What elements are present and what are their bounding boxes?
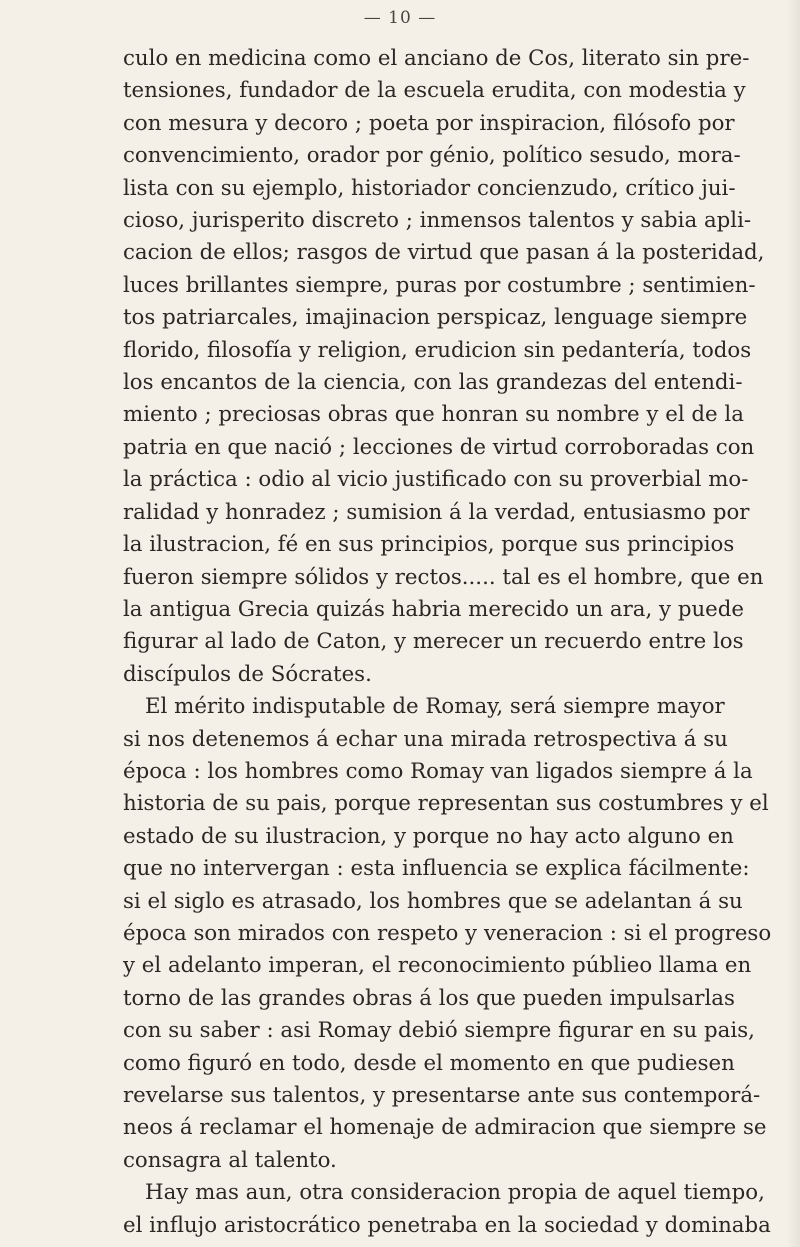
page-edge-shadow xyxy=(786,0,800,1247)
text-line: con su saber : asi Romay debió siempre figurar en su pais, xyxy=(123,1018,755,1044)
text-line: convencimiento, orador por génio, político sesudo, mora- xyxy=(123,143,741,169)
text-line: cioso, jurisperito discreto ; inmensos talentos y sabia apli- xyxy=(123,208,752,234)
text-line: la ilustracion, fé en sus principios, porque sus principios xyxy=(123,532,735,558)
text-line: patria en que nació ; lecciones de virtud corroboradas con xyxy=(123,434,755,460)
text-line: consagra al talento. xyxy=(123,1147,337,1173)
text-line: y el adelanto imperan, el reconocimiento públieo llama en xyxy=(123,953,752,979)
text-line: revelarse sus talentos, y presentarse ante sus contemporá- xyxy=(123,1083,761,1108)
text-line: figurar al lado de Caton, y merecer un recuerdo entre los xyxy=(123,629,744,655)
page-number: — 10 — xyxy=(363,8,437,28)
text-line: historia de su pais, porque representan sus costumbres y el xyxy=(123,791,769,817)
text-line: florido, filosofía y religion, erudicion sin pedantería, todos xyxy=(123,337,752,363)
text-line: cacion de ellos; rasgos de virtud que pasan á la posteridad, xyxy=(123,240,765,266)
text-line: luces brillantes siempre, puras por costumbre ; sentimien- xyxy=(123,272,756,298)
text-line: ralidad y honradez ; sumision á la verdad, entusiasmo por xyxy=(123,499,750,525)
text-line: miento ; preciosas obras que honran su nombre y el de la xyxy=(123,402,744,428)
text-line: torno de las grandes obras á los que pueden impulsarlas xyxy=(123,985,735,1011)
text-line: la práctica : odio al vicio justificado con su proverbial mo- xyxy=(123,467,749,493)
text-line: estado de su ilustracion, y porque no hay acto alguno en xyxy=(123,823,734,849)
text-line: tensiones, fundador de la escuela erudita, con modestia y xyxy=(123,78,746,104)
text-line: discípulos de Sócrates. xyxy=(123,661,372,687)
text-line: si nos detenemos á echar una mirada retrospectiva á su xyxy=(123,726,728,752)
text-line: neos á reclamar el homenaje de admiracion que siempre se xyxy=(123,1115,767,1141)
body-text xyxy=(123,43,772,1242)
text-line: Hay mas aun, otra consideracion propia de aquel tiempo, xyxy=(145,1180,765,1206)
text-line: como figuró en todo, desde el momento en que pudiesen xyxy=(123,1050,735,1076)
text-line: época : los hombres como Romay van ligados siempre á la xyxy=(123,758,753,784)
text-line: con mesura y decoro ; poeta por inspiracion, filósofo por xyxy=(123,110,735,136)
text-line: el influjo aristocrático penetraba en la sociedad y dominaba xyxy=(123,1212,771,1238)
text-line: El mérito indisputable de Romay, será siempre mayor xyxy=(145,694,725,720)
text-line: los encantos de la ciencia, con las grandezas del entendi- xyxy=(123,370,743,396)
text-line: fueron siempre sólidos y rectos..... tal es el hombre, que en xyxy=(123,564,764,590)
text-line: que no intervergan : esta influencia se explica fácilmente: xyxy=(123,856,750,882)
text-line: si el siglo es atrasado, los hombres que se adelantan á su xyxy=(123,888,743,914)
text-line: tos patriarcales, imajinacion perspicaz, lenguage siempre xyxy=(123,305,748,331)
text-line: la antigua Grecia quizás habria merecido un ara, y puede xyxy=(123,596,745,622)
text-line: culo en medicina como el anciano de Cos, literato sin pre- xyxy=(123,46,750,71)
text-line: época son mirados con respeto y veneracion : si el progreso xyxy=(123,920,772,946)
text-line: lista con su ejemplo, historiador concienzudo, crítico jui- xyxy=(123,175,736,201)
